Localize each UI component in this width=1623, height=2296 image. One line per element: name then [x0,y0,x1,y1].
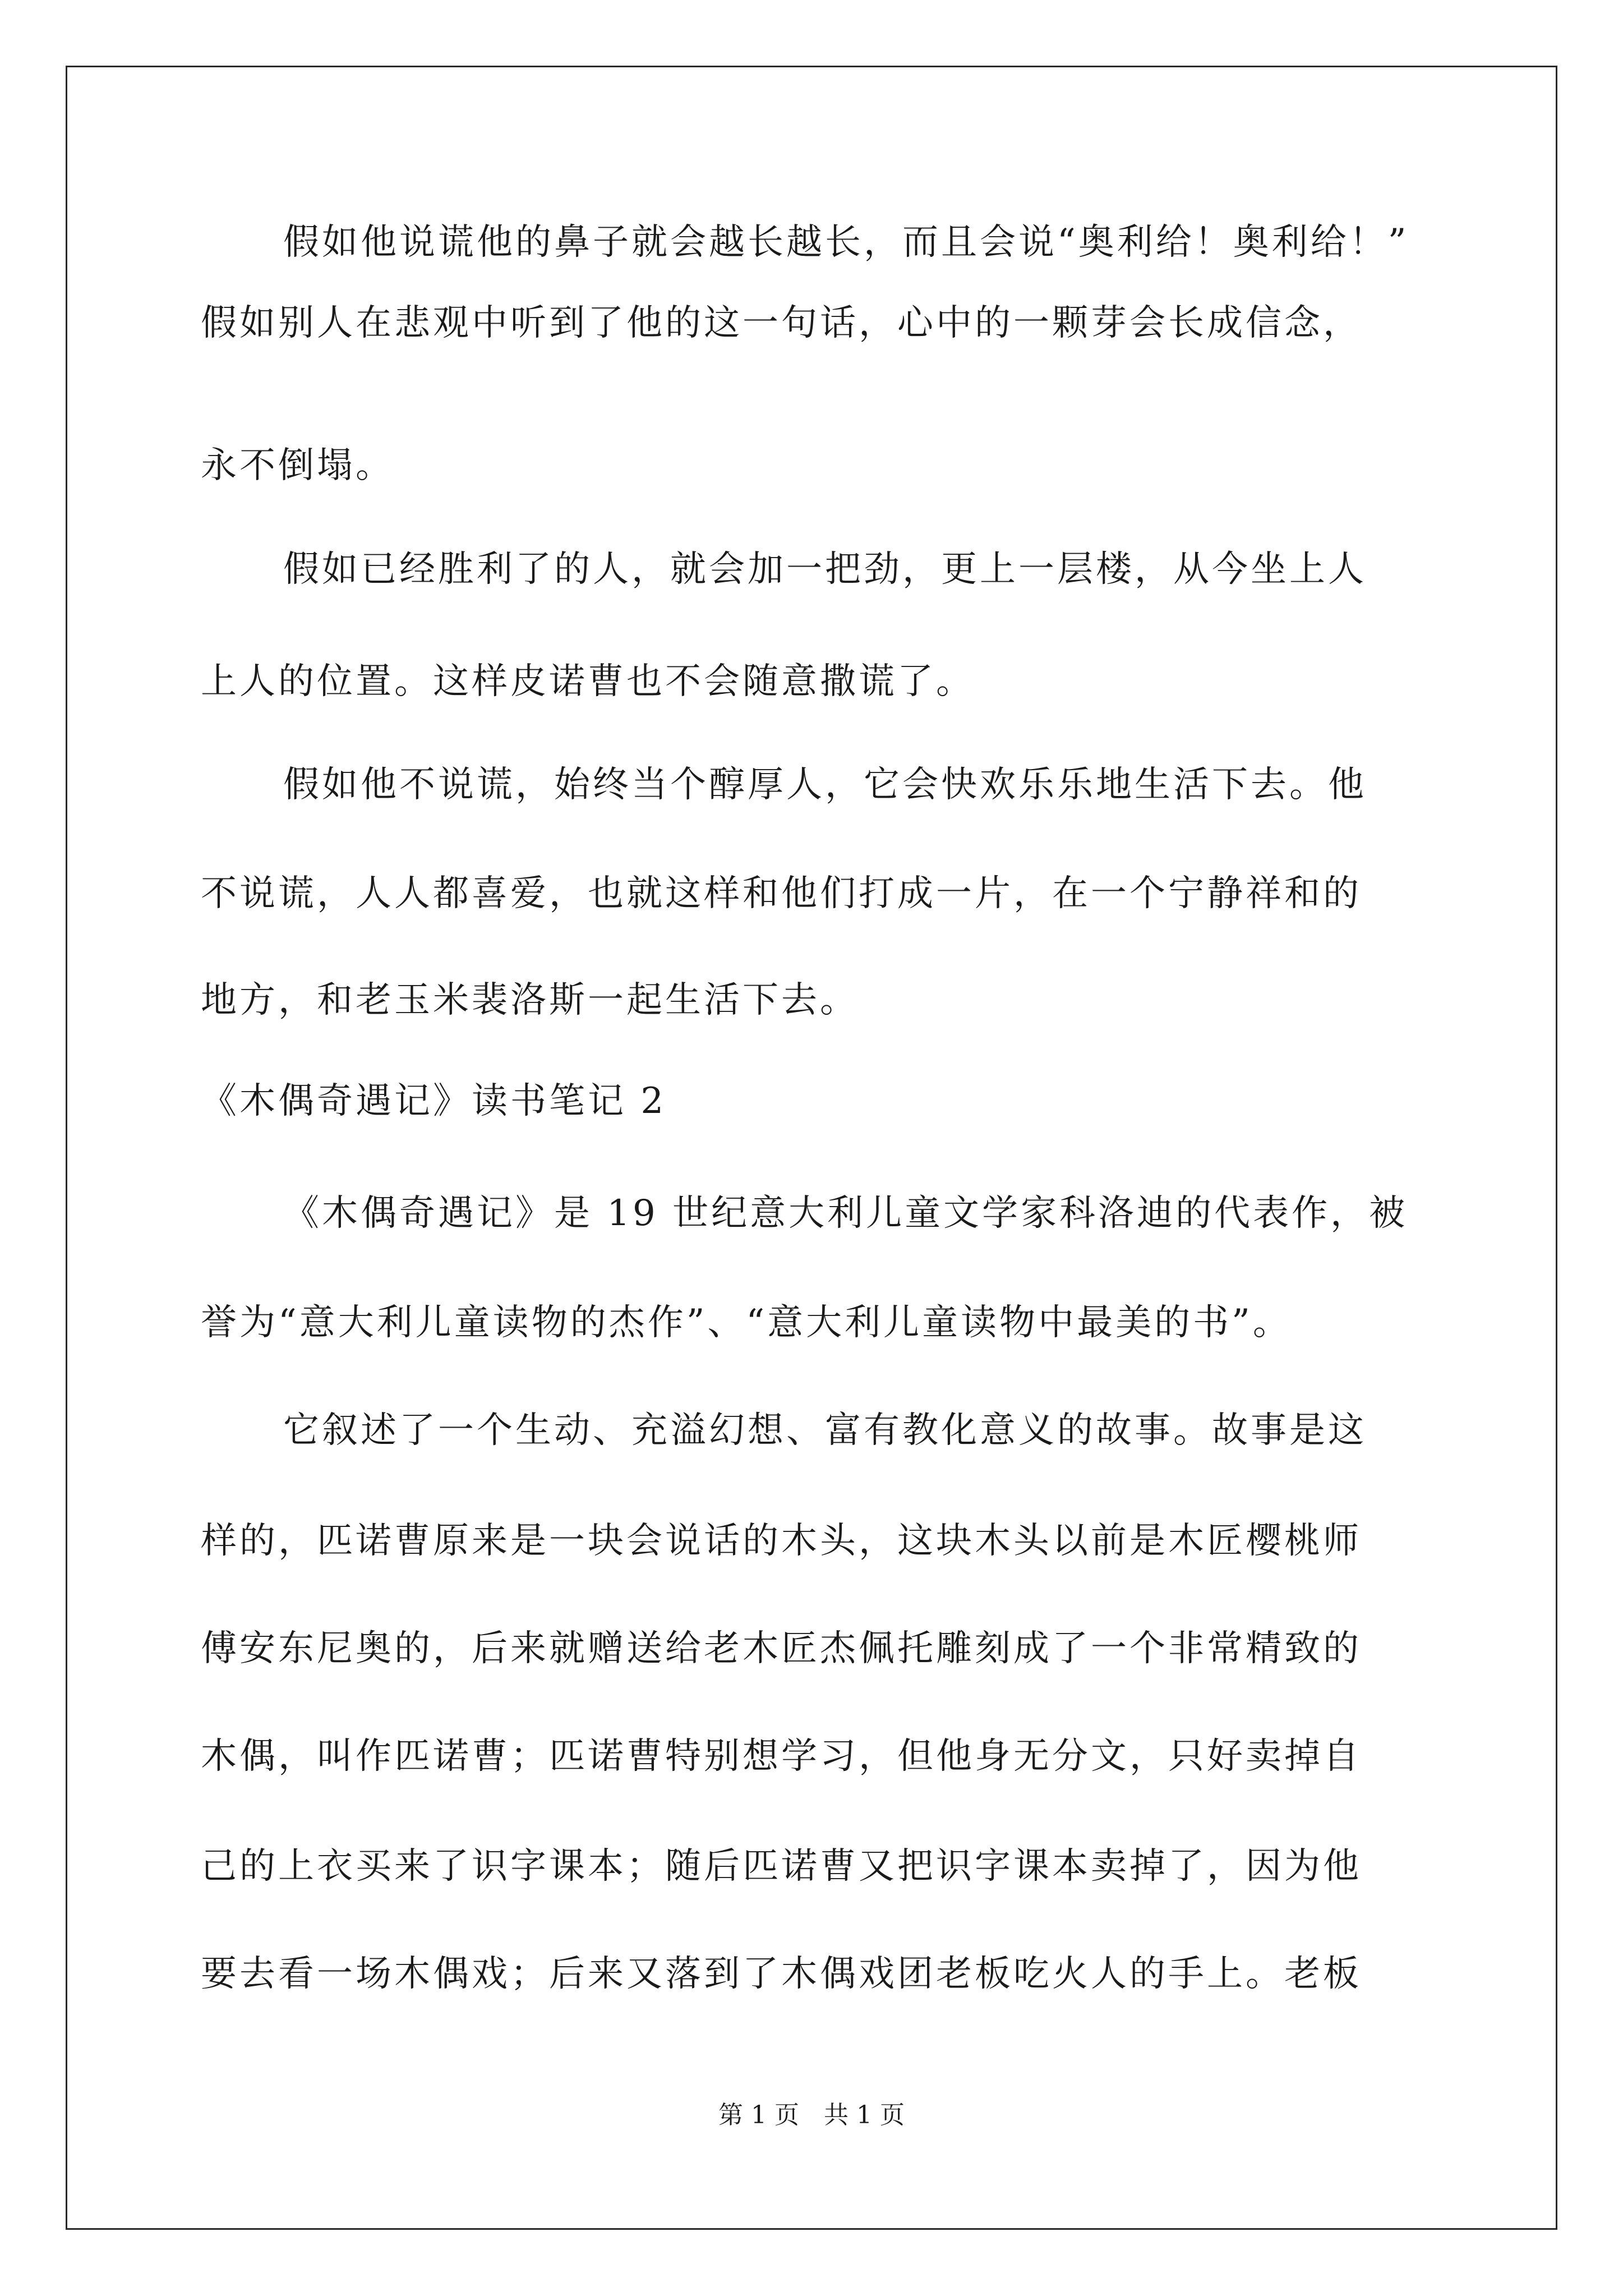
text-line: 地方，和老玉米裴洛斯一起生活下去。 [201,979,859,1021]
section-heading: 《木偶奇遇记》读书笔记 2 [201,1080,667,1122]
text-line: 假如已经胜利了的人，就会加一把劲，更上一层楼，从今坐上人 [283,549,1367,590]
text-line: 要去看一场木偶戏；后来又落到了木偶戏团老板吃火人的手上。老板 [201,1953,1362,1995]
text-line: 假如别人在悲观中听到了他的这一句话，心中的一颗芽会长成信念， [201,302,1362,344]
text-line: 傅安东尼奥的，后来就赠送给老木匠杰佩托雕刻成了一个非常精致的 [201,1628,1362,1669]
text-line: 假如他不说谎，始终当个醇厚人，它会快欢乐乐地生活下去。他 [283,764,1367,806]
text-line: 永不倒塌。 [201,445,394,486]
text-line: 《木偶奇遇记》是 19 世纪意大利儿童文学家科洛迪的代表作，被 [283,1193,1408,1234]
page-border [66,66,1557,2230]
text-line: 假如他说谎他的鼻子就会越长越长，而且会说“奥利给！奥利给！” [283,222,1409,263]
page-footer: 第 1 页 共 1 页 [718,2101,905,2129]
text-line: 誉为“意大利儿童读物的杰作”、“意大利儿童读物中最美的书”。 [201,1302,1292,1343]
text-line: 不说谎，人人都喜爱，也就这样和他们打成一片，在一个宁静祥和的 [201,873,1362,914]
text-line: 上人的位置。这样皮诺曹也不会随意撒谎了。 [201,661,975,702]
text-line: 木偶，叫作匹诺曹；匹诺曹特别想学习，但他身无分文，只好卖掉自 [201,1736,1362,1777]
text-line: 样的，匹诺曹原来是一块会说话的木头，这块木头以前是木匠樱桃师 [201,1520,1362,1562]
text-line: 它叙述了一个生动、充溢幻想、富有教化意义的故事。故事是这 [283,1410,1367,1451]
text-line: 己的上衣买来了识字课本；随后匹诺曹又把识字课本卖掉了，因为他 [201,1846,1362,1887]
